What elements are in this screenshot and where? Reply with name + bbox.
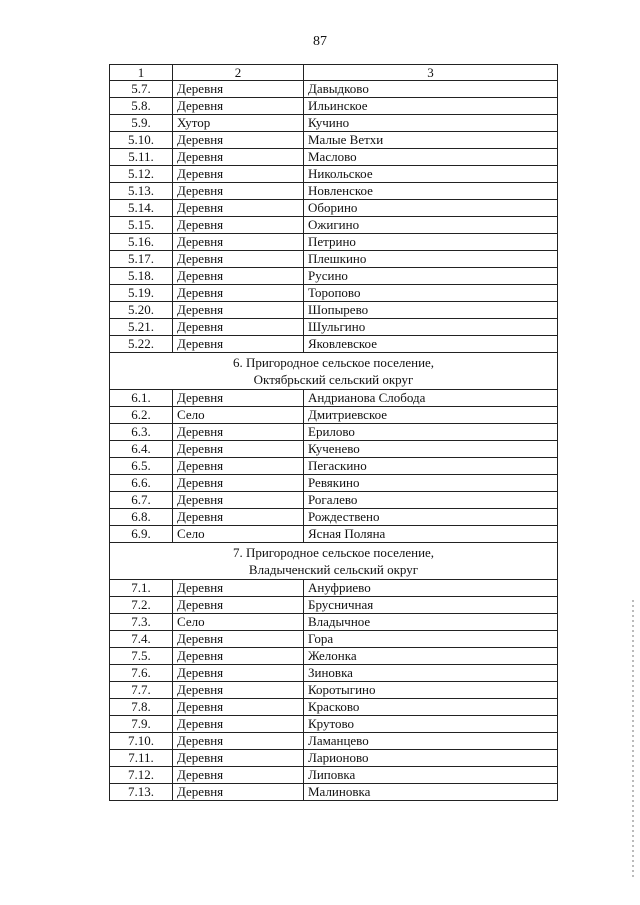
settlement-type-cell: Деревня bbox=[173, 81, 304, 98]
settlement-name-cell: Ерилово bbox=[304, 424, 558, 441]
row-number-cell: 7.2. bbox=[110, 597, 173, 614]
settlement-type-cell: Деревня bbox=[173, 682, 304, 699]
settlement-type-cell: Деревня bbox=[173, 200, 304, 217]
settlement-name-cell: Андрианова Слобода bbox=[304, 390, 558, 407]
section-title-line-1: 7. Пригородное сельское поселение, bbox=[232, 545, 435, 560]
table-row bbox=[110, 98, 558, 115]
settlement-type-cell: Деревня bbox=[173, 390, 304, 407]
row-number-cell: 5.15. bbox=[110, 217, 173, 234]
table-row bbox=[110, 81, 558, 98]
row-number-cell: 5.21. bbox=[110, 319, 173, 336]
section-title bbox=[110, 353, 558, 390]
settlement-type-cell: Деревня bbox=[173, 149, 304, 166]
settlement-name-cell: Давыдково bbox=[304, 81, 558, 98]
settlement-name-cell: Никольское bbox=[304, 166, 558, 183]
row-number-cell: 6.5. bbox=[110, 458, 173, 475]
section-title-line-2: Владыченский сельский округ bbox=[248, 562, 419, 577]
settlement-name-cell: Шопырево bbox=[304, 302, 558, 319]
row-number-cell: 5.10. bbox=[110, 132, 173, 149]
settlement-type-cell: Деревня bbox=[173, 597, 304, 614]
settlement-name-cell: Петрино bbox=[304, 234, 558, 251]
settlement-type-cell: Деревня bbox=[173, 319, 304, 336]
settlement-type-cell: Деревня bbox=[173, 458, 304, 475]
header-col-3: 3 bbox=[304, 65, 558, 81]
settlement-name-cell: Кучино bbox=[304, 115, 558, 132]
settlement-name-cell: Ануфриево bbox=[304, 580, 558, 597]
settlement-name-cell: Брусничная bbox=[304, 597, 558, 614]
table-row bbox=[110, 631, 558, 648]
settlement-name-cell: Оборино bbox=[304, 200, 558, 217]
row-number-cell: 6.9. bbox=[110, 526, 173, 543]
settlement-type-cell: Деревня bbox=[173, 302, 304, 319]
table-row bbox=[110, 336, 558, 353]
settlement-type-cell: Деревня bbox=[173, 336, 304, 353]
table-row bbox=[110, 166, 558, 183]
table-row bbox=[110, 733, 558, 750]
table-row bbox=[110, 424, 558, 441]
table-row bbox=[110, 319, 558, 336]
row-number-cell: 5.9. bbox=[110, 115, 173, 132]
settlement-type-cell: Деревня bbox=[173, 475, 304, 492]
row-number-cell: 5.13. bbox=[110, 183, 173, 200]
table-row bbox=[110, 784, 558, 801]
row-number-cell: 5.12. bbox=[110, 166, 173, 183]
settlement-type-cell: Деревня bbox=[173, 98, 304, 115]
row-number-cell: 6.6. bbox=[110, 475, 173, 492]
table-row bbox=[110, 200, 558, 217]
settlement-name-cell: Ясная Поляна bbox=[304, 526, 558, 543]
header-col-1: 1 bbox=[110, 65, 173, 81]
scan-edge-mark bbox=[632, 600, 634, 880]
row-number-cell: 5.20. bbox=[110, 302, 173, 319]
settlement-type-cell: Деревня bbox=[173, 217, 304, 234]
settlement-type-cell: Деревня bbox=[173, 166, 304, 183]
row-number-cell: 7.1. bbox=[110, 580, 173, 597]
table-row bbox=[110, 115, 558, 132]
settlement-name-cell: Яковлевское bbox=[304, 336, 558, 353]
settlement-type-cell: Деревня bbox=[173, 699, 304, 716]
settlement-name-cell: Коротыгино bbox=[304, 682, 558, 699]
row-number-cell: 6.3. bbox=[110, 424, 173, 441]
table-header-row bbox=[110, 65, 558, 81]
table-row bbox=[110, 234, 558, 251]
table-row bbox=[110, 580, 558, 597]
table-row bbox=[110, 716, 558, 733]
row-number-cell: 6.8. bbox=[110, 509, 173, 526]
settlement-name-cell: Ожигино bbox=[304, 217, 558, 234]
settlement-type-cell: Деревня bbox=[173, 716, 304, 733]
settlement-name-cell: Ильинское bbox=[304, 98, 558, 115]
table-row bbox=[110, 458, 558, 475]
section-title bbox=[110, 543, 558, 580]
table-row bbox=[110, 767, 558, 784]
table-row bbox=[110, 251, 558, 268]
settlement-name-cell: Зиновка bbox=[304, 665, 558, 682]
settlement-type-cell: Деревня bbox=[173, 580, 304, 597]
settlement-name-cell: Владычное bbox=[304, 614, 558, 631]
settlement-name-cell: Русино bbox=[304, 268, 558, 285]
row-number-cell: 5.11. bbox=[110, 149, 173, 166]
settlement-type-cell: Хутор bbox=[173, 115, 304, 132]
table-row bbox=[110, 509, 558, 526]
settlement-type-cell: Село bbox=[173, 407, 304, 424]
settlement-name-cell: Ларионово bbox=[304, 750, 558, 767]
table-row bbox=[110, 665, 558, 682]
table-row bbox=[110, 268, 558, 285]
settlement-name-cell: Шульгино bbox=[304, 319, 558, 336]
settlement-name-cell: Красково bbox=[304, 699, 558, 716]
settlement-type-cell: Деревня bbox=[173, 631, 304, 648]
settlement-type-cell: Село bbox=[173, 526, 304, 543]
settlement-type-cell: Деревня bbox=[173, 509, 304, 526]
row-number-cell: 7.9. bbox=[110, 716, 173, 733]
table-row bbox=[110, 132, 558, 149]
settlement-type-cell: Деревня bbox=[173, 234, 304, 251]
row-number-cell: 5.18. bbox=[110, 268, 173, 285]
row-number-cell: 6.1. bbox=[110, 390, 173, 407]
table-row bbox=[110, 614, 558, 631]
row-number-cell: 5.17. bbox=[110, 251, 173, 268]
settlement-name-cell: Липовка bbox=[304, 767, 558, 784]
table-row bbox=[110, 302, 558, 319]
table-row bbox=[110, 682, 558, 699]
table-row bbox=[110, 492, 558, 509]
row-number-cell: 7.13. bbox=[110, 784, 173, 801]
row-number-cell: 5.16. bbox=[110, 234, 173, 251]
settlement-name-cell: Рогалево bbox=[304, 492, 558, 509]
settlement-type-cell: Деревня bbox=[173, 132, 304, 149]
settlement-name-cell: Гора bbox=[304, 631, 558, 648]
section-title-line-2: Октябрьский сельский округ bbox=[253, 372, 414, 387]
row-number-cell: 7.11. bbox=[110, 750, 173, 767]
settlement-name-cell: Плешкино bbox=[304, 251, 558, 268]
row-number-cell: 5.14. bbox=[110, 200, 173, 217]
row-number-cell: 7.12. bbox=[110, 767, 173, 784]
table-row bbox=[110, 390, 558, 407]
settlement-type-cell: Деревня bbox=[173, 183, 304, 200]
settlement-name-cell: Рождествено bbox=[304, 509, 558, 526]
settlement-type-cell: Деревня bbox=[173, 733, 304, 750]
settlement-type-cell: Деревня bbox=[173, 251, 304, 268]
row-number-cell: 7.6. bbox=[110, 665, 173, 682]
settlement-type-cell: Село bbox=[173, 614, 304, 631]
settlement-name-cell: Маслово bbox=[304, 149, 558, 166]
table-row bbox=[110, 597, 558, 614]
settlement-type-cell: Деревня bbox=[173, 784, 304, 801]
table-row bbox=[110, 407, 558, 424]
settlements-table bbox=[109, 64, 558, 801]
row-number-cell: 7.3. bbox=[110, 614, 173, 631]
settlement-name-cell: Дмитриевское bbox=[304, 407, 558, 424]
settlement-type-cell: Деревня bbox=[173, 767, 304, 784]
table-row bbox=[110, 217, 558, 234]
row-number-cell: 6.2. bbox=[110, 407, 173, 424]
row-number-cell: 6.7. bbox=[110, 492, 173, 509]
settlement-type-cell: Деревня bbox=[173, 268, 304, 285]
settlement-name-cell: Малые Ветхи bbox=[304, 132, 558, 149]
row-number-cell: 6.4. bbox=[110, 441, 173, 458]
table-row bbox=[110, 750, 558, 767]
settlement-name-cell: Желонка bbox=[304, 648, 558, 665]
row-number-cell: 7.4. bbox=[110, 631, 173, 648]
settlement-name-cell: Ламанцево bbox=[304, 733, 558, 750]
row-number-cell: 5.22. bbox=[110, 336, 173, 353]
settlement-name-cell: Малиновка bbox=[304, 784, 558, 801]
row-number-cell: 7.5. bbox=[110, 648, 173, 665]
section-title-line-1: 6. Пригородное сельское поселение, bbox=[232, 355, 435, 370]
header-col-2: 2 bbox=[173, 65, 304, 81]
section-7-heading bbox=[110, 543, 558, 580]
settlement-name-cell: Торопово bbox=[304, 285, 558, 302]
table-row bbox=[110, 183, 558, 200]
row-number-cell: 5.19. bbox=[110, 285, 173, 302]
settlement-type-cell: Деревня bbox=[173, 750, 304, 767]
table-row bbox=[110, 526, 558, 543]
settlement-type-cell: Деревня bbox=[173, 285, 304, 302]
row-number-cell: 7.7. bbox=[110, 682, 173, 699]
table-row bbox=[110, 285, 558, 302]
table-row bbox=[110, 648, 558, 665]
row-number-cell: 7.8. bbox=[110, 699, 173, 716]
settlement-type-cell: Деревня bbox=[173, 492, 304, 509]
table-row bbox=[110, 475, 558, 492]
section-6-heading bbox=[110, 353, 558, 390]
row-number-cell: 5.8. bbox=[110, 98, 173, 115]
settlement-type-cell: Деревня bbox=[173, 441, 304, 458]
table-row bbox=[110, 441, 558, 458]
settlement-name-cell: Пегаскино bbox=[304, 458, 558, 475]
settlement-name-cell: Новленское bbox=[304, 183, 558, 200]
row-number-cell: 5.7. bbox=[110, 81, 173, 98]
table-row bbox=[110, 149, 558, 166]
row-number-cell: 7.10. bbox=[110, 733, 173, 750]
settlement-name-cell: Крутово bbox=[304, 716, 558, 733]
settlement-type-cell: Деревня bbox=[173, 665, 304, 682]
settlement-name-cell: Кученево bbox=[304, 441, 558, 458]
table-row bbox=[110, 699, 558, 716]
settlement-name-cell: Ревякино bbox=[304, 475, 558, 492]
settlement-type-cell: Деревня bbox=[173, 424, 304, 441]
page-number: 87 bbox=[313, 34, 327, 49]
settlement-type-cell: Деревня bbox=[173, 648, 304, 665]
